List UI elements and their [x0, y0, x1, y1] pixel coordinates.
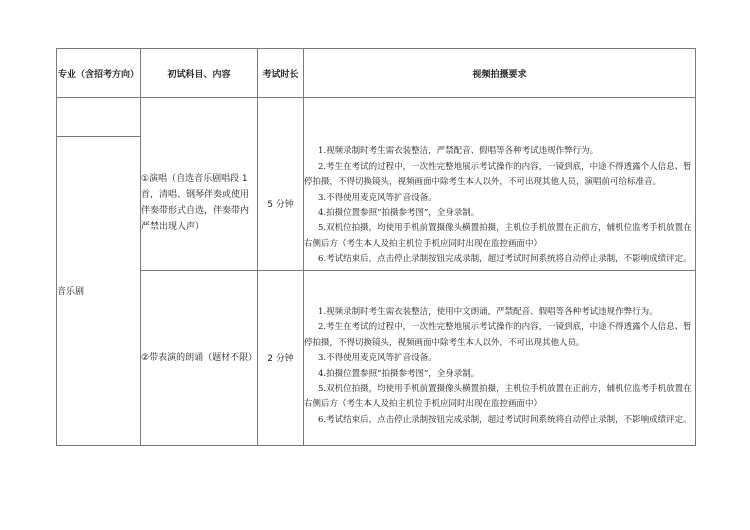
spacer-cell [258, 98, 304, 137]
header-duration: 考试时长 [258, 49, 304, 98]
requirement-item: 3.不得使用麦克风等扩音设备。 [318, 353, 437, 364]
table-row [57, 270, 696, 445]
header-subject: 初试科目、内容 [141, 49, 258, 98]
requirement-item: 2.考生在考试的过程中，一次性完整地展示考试操作的内容，一镜到底，中途不得透露个人信息、暂停拍摄，不得切换镜头，视频画面中除考生本人以外，不可出现其他人员，演唱前可给标准音。 [304, 161, 692, 188]
requirement-item: 4.拍摄位置参照“拍摄参考图”，全身录制。 [318, 368, 480, 379]
requirement-item: 6.考试结束后，点击停止录制按钮完成录制，超过考试时间系统将自动停止录制，不影响成绩评定。 [318, 414, 692, 425]
requirement-item: 5.双机位拍摄，均使用手机前置摄像头横置拍摄，主机位手机放置在正前方，辅机位监考手机放置在右侧后方（考生本人及拍主机位手机应同时出现在监控画面中） [304, 223, 692, 249]
spacer-cell [141, 98, 258, 137]
requirements-cell [304, 270, 696, 445]
spacer-cell [304, 98, 696, 137]
requirement-item: 4.拍摄位置参照“拍摄参考图”，全身录制。 [318, 208, 480, 218]
subject-cell: ②带表演的朗诵（题材不限） [141, 270, 258, 445]
requirement-item: 2.考生在考试的过程中，一次性完整地展示考试操作的内容，一镜到底，中途不得透露个人信息、暂停拍摄，不得切换镜头，视频画面中除考生本人以外，不可出现其他人员。 [304, 322, 692, 348]
subject-cell: ①演唱（自选音乐剧唱段 1 首，清唱、钢琴伴奏或使用伴奏带形式自选，伴奏带内严禁出现人声） [141, 137, 258, 271]
requirement-item: 5.双机位拍摄，均使用手机前置摄像头横置拍摄，主机位手机放置在正前方，辅机位监考手机放置在右侧后方（考生本人及拍主机位手机应同时出现在监控画面中） [304, 383, 692, 410]
duration-cell: 2 分钟 [258, 270, 304, 445]
major-cell: 音乐剧 [57, 137, 141, 446]
table-header-row [57, 49, 696, 98]
header-major: 专业（含招考方向） [57, 49, 141, 98]
duration-cell: 5 分钟 [258, 137, 304, 271]
exam-requirements-table [56, 48, 696, 446]
requirement-item: 1.视频录制时考生需衣装整洁，使用中文朗诵，严禁配音、假唱等各种考试违规作弊行为。 [318, 306, 658, 317]
requirement-item: 1.视频录制时考生需衣装整洁，严禁配音、假唱等各种考试违规作弊行为。 [318, 146, 599, 157]
header-requirements: 视频拍摄要求 [304, 49, 696, 98]
requirements-cell [304, 137, 696, 271]
table-row [57, 137, 696, 271]
requirement-item: 6.考试结束后，点击停止录制按钮完成录制，超过考试时间系统将自动停止录制，不影响成绩评定。 [318, 254, 692, 265]
spacer-row [57, 98, 696, 137]
major-cell-top [57, 98, 141, 137]
requirement-item: 3.不得使用麦克风等扩音设备。 [318, 192, 437, 203]
